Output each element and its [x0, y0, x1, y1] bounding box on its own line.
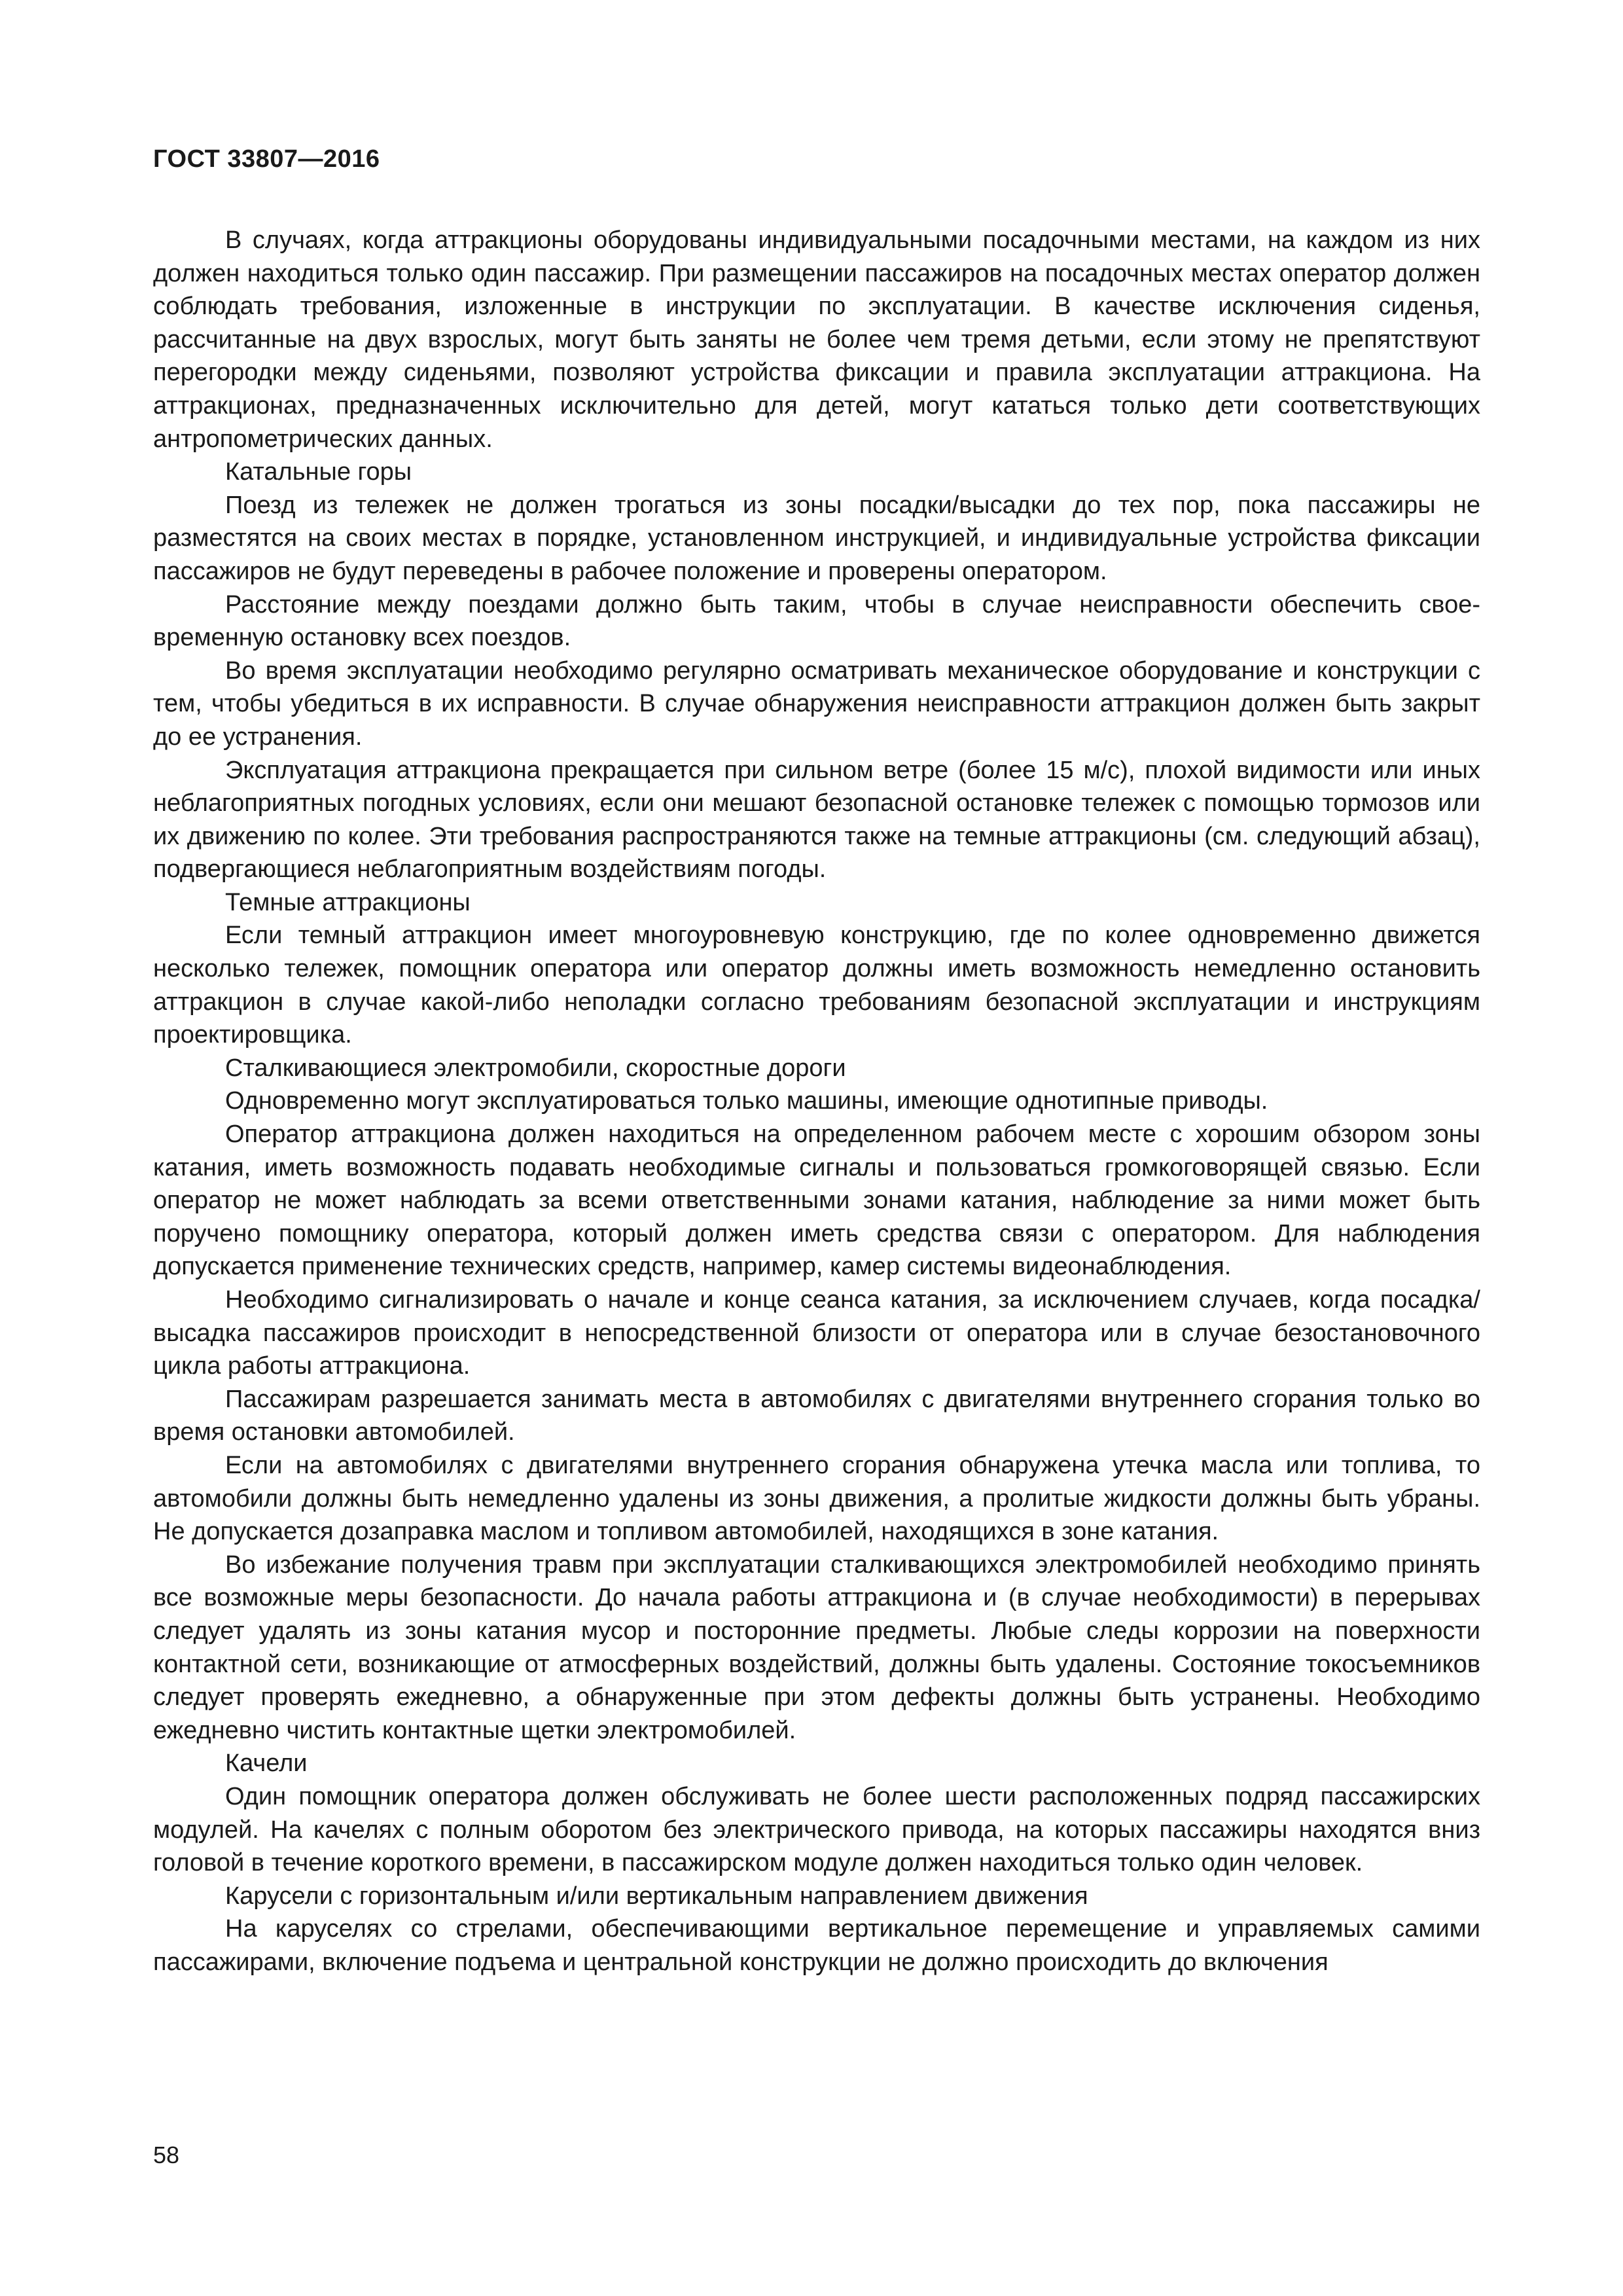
section-heading-carousels: Карусели с горизонтальным и/или вертикальным направлением движения [225, 1882, 1088, 1910]
paragraph: Во время эксплуатации необходимо регулярно осматривать механическое оборудование и конструкции с тем, чтобы убедиться в их исправности. В случае обнаружения неисправности аттракцион должен быть закрыт до ее устранения. [153, 656, 1480, 751]
section-heading-dark-rides: Темные аттракционы [225, 888, 471, 916]
paragraph: Расстояние между поездами должно быть таким, чтобы в случае неисправности обеспечить своевременную остановку всех поездов. [153, 590, 1480, 652]
paragraph: Оператор аттракциона должен находиться на определенном рабочем месте с хорошим обзором зоны катания, иметь возможность подавать необходимые сигналы и пользоваться громкоговорящей связью. Если оператор не может наблюдать за всеми ответственными зонами катания, наблюдение за ними может быть поручено помощнику оператора, который должен иметь средства связи с оператором. Для наблюдения допускается применение технических средств, например, камер системы видеонаблюдения. [153, 1121, 1480, 1281]
section-heading-roller-coasters: Катальные горы [225, 458, 412, 486]
paragraph: Поезд из тележек не должен трогаться из зоны посадки/высадки до тех пор, пока пассажиры не разместятся на своих местах в порядке, установленном инструкцией, и индивидуальные устройства фиксации пассажиров не будут переведены в рабочее положение и проверены оператором. [153, 491, 1480, 585]
paragraph: Один помощник оператора должен обслуживать не более шести расположенных подряд пассажирских модулей. На качелях с полным оборотом без электрического привода, на которых пассажиры находятся вниз головой в течение короткого времени, в пассажирском модуле должен находиться только один человек. [153, 1782, 1480, 1877]
paragraph: Пассажирам разрешается занимать места в автомобилях с двигателями внутреннего сгорания только во время остановки автомобилей. [153, 1385, 1480, 1446]
standard-designation: ГОСТ 33807—2016 [153, 145, 380, 173]
section-heading-bumper-cars: Сталкивающиеся электромобили, скоростные дороги [225, 1054, 846, 1082]
paragraph: Если темный аттракцион имеет многоуровневую конструкцию, где по колее одновременно движется несколько тележек, помощник оператора или оператор должны иметь возможность немедленно остановить аттракцион в случае какой-либо неполадки согласно требованиям безопасной эксплуатации и инструкциям проектировщика. [153, 922, 1480, 1049]
paragraph: Одновременно могут эксплуатироваться только машины, имеющие однотипные приводы. [225, 1087, 1268, 1115]
paragraph: Если на автомобилях с двигателями внутреннего сгорания обнаружена утечка масла или топлива, то автомобили должны быть немедленно удалены из зоны движения, а пролитые жидкости должны быть убраны. Не допускается дозаправка маслом и топливом автомобилей, находящихся в зоне катания. [153, 1451, 1480, 1546]
paragraph: На каруселях со стрелами, обеспечивающими вертикальное перемещение и управляемых самими пассажирами, включение подъема и центральной конструкции не должно происходить до включения [153, 1915, 1480, 1976]
paragraph: В случаях, когда аттракционы оборудованы индивидуальными посадочными местами, на каждом из них должен находиться только один пассажир. При размещении пассажиров на посадочных местах оператор должен соблюдать требования, изложенные в инструкции по эксплуатации. В качестве исключения сиденья, рассчитанные на двух взрослых, могут быть заняты не более чем тремя детьми, если этому не препятствуют перегородки между сиденьями, позволяют устройства фиксации и правила эксплуатации аттракциона. На аттракционах, предназначенных исключительно для детей, могут кататься только дети соответствующих антропометрических данных. [153, 226, 1480, 453]
paragraph: Эксплуатация аттракциона прекращается при сильном ветре (более 15 м/с), плохой видимости или иных неблагоприятных погодных условиях, если они мешают безопасной остановке тележек с помощью тормозов или их движению по колее. Эти требования распространяются также на темные аттракционы (см. следующий абзац), подвергающиеся неблагоприятным воздействиям погоды. [153, 756, 1480, 884]
page-number: 58 [153, 2142, 180, 2168]
paragraph: Необходимо сигнализировать о начале и конце сеанса катания, за исключением случаев, когда посадка/высадка пассажиров происходит в непосредственной близости от оператора или в случае безостановочного цикла работы аттракциона. [153, 1286, 1480, 1380]
section-heading-swings: Качели [225, 1749, 308, 1778]
paragraph: Во избежание получения травм при эксплуатации сталкивающихся электромобилей необходимо принять все возможные меры безопасности. До начала работы аттракциона и (в случае необходимости) в перерывах следует удалять из зоны катания мусор и посторонние предметы. Любые следы коррозии на поверхности контактной сети, возникающие от атмосферных воздействий, должны быть удалены. Состояние токосъемников следует проверять ежедневно, а обнаруженные при этом дефекты должны быть устранены. Необходимо ежедневно чистить контактные щетки электромобилей. [153, 1551, 1480, 1744]
body-text [153, 224, 1480, 1979]
